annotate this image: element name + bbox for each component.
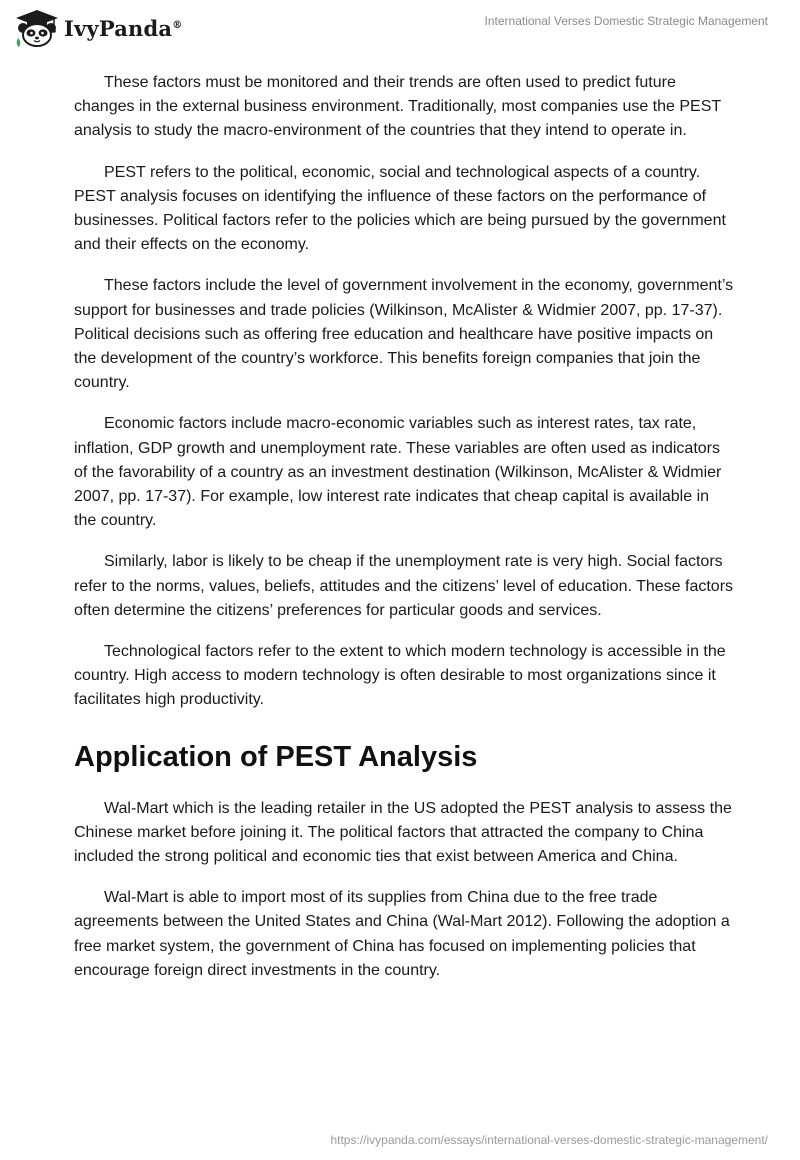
- brand-name: IvyPanda®: [64, 15, 183, 41]
- paragraph: Economic factors include macro-economic variables such as interest rates, tax rate, inflation, GDP growth and unemployment rate. These variables are often used as indicators of the favorability of a country as an investment destination (Wilkinson, McAlister & Widmier 2007, pp. 17-37). For example, low interest rate indicates that cheap capital is available in the country.: [74, 415, 722, 530]
- registered-mark: ®: [172, 19, 183, 31]
- paragraph: Technological factors refer to the extent to which modern technology is accessible in the country. High access to modern technology is often desirable to most organizations since it facilitates high productivity.: [74, 643, 726, 709]
- source-url[interactable]: https://ivypanda.com/essays/international-verses-domestic-strategic-management/: [330, 1133, 768, 1147]
- essay-body: [74, 71, 734, 1000]
- paragraph: Wal-Mart which is the leading retailer in the US adopted the PEST analysis to assess the Chinese market before joining it. The political factors that attracted the company to China included the strong political and economic ties that exist between America and China.: [74, 799, 732, 866]
- ivypanda-logo[interactable]: [14, 8, 182, 48]
- paragraph: These factors must be monitored and their trends are often used to predict future changes in the external business environment. Traditionally, most companies use the PEST analysis to study the macro-environment of the countries that they intend to operate in.: [74, 74, 721, 140]
- paragraph: These factors include the level of government involvement in the economy, government’s support for businesses and trade policies (Wilkinson, McAlister & Widmier 2007, pp. 17-37). Political decisions such as offering free education and healthcare have positive impacts on the development of the country’s workforce. This benefits foreign companies that join the country.: [74, 277, 734, 392]
- document-title: International Verses Domestic Strategic Management: [484, 14, 768, 28]
- panda-graduate-icon: [14, 8, 60, 48]
- paragraph: PEST refers to the political, economic, social and technological aspects of a country. PEST analysis focuses on identifying the influence of these factors on the performance of businesses. Political factors refer to the policies which are being pursued by the government and their effects on the economy.: [74, 163, 726, 254]
- paragraph: Wal-Mart is able to import most of its supplies from China due to the free trade agreements between the United States and China (Wal-Mart 2012). Following the adoption a free market system, the government of China has focused on implementing policies that encourage foreign direct investments in the country.: [74, 889, 730, 979]
- paragraph: Similarly, labor is likely to be cheap if the unemployment rate is very high. Social factors refer to the norms, values, beliefs, attitudes and the citizens’ level of education. These factors often determine the citizens’ preferences for particular goods and services.: [74, 553, 734, 619]
- page-header: [0, 0, 800, 60]
- section-heading: Application of PEST Analysis: [74, 740, 478, 773]
